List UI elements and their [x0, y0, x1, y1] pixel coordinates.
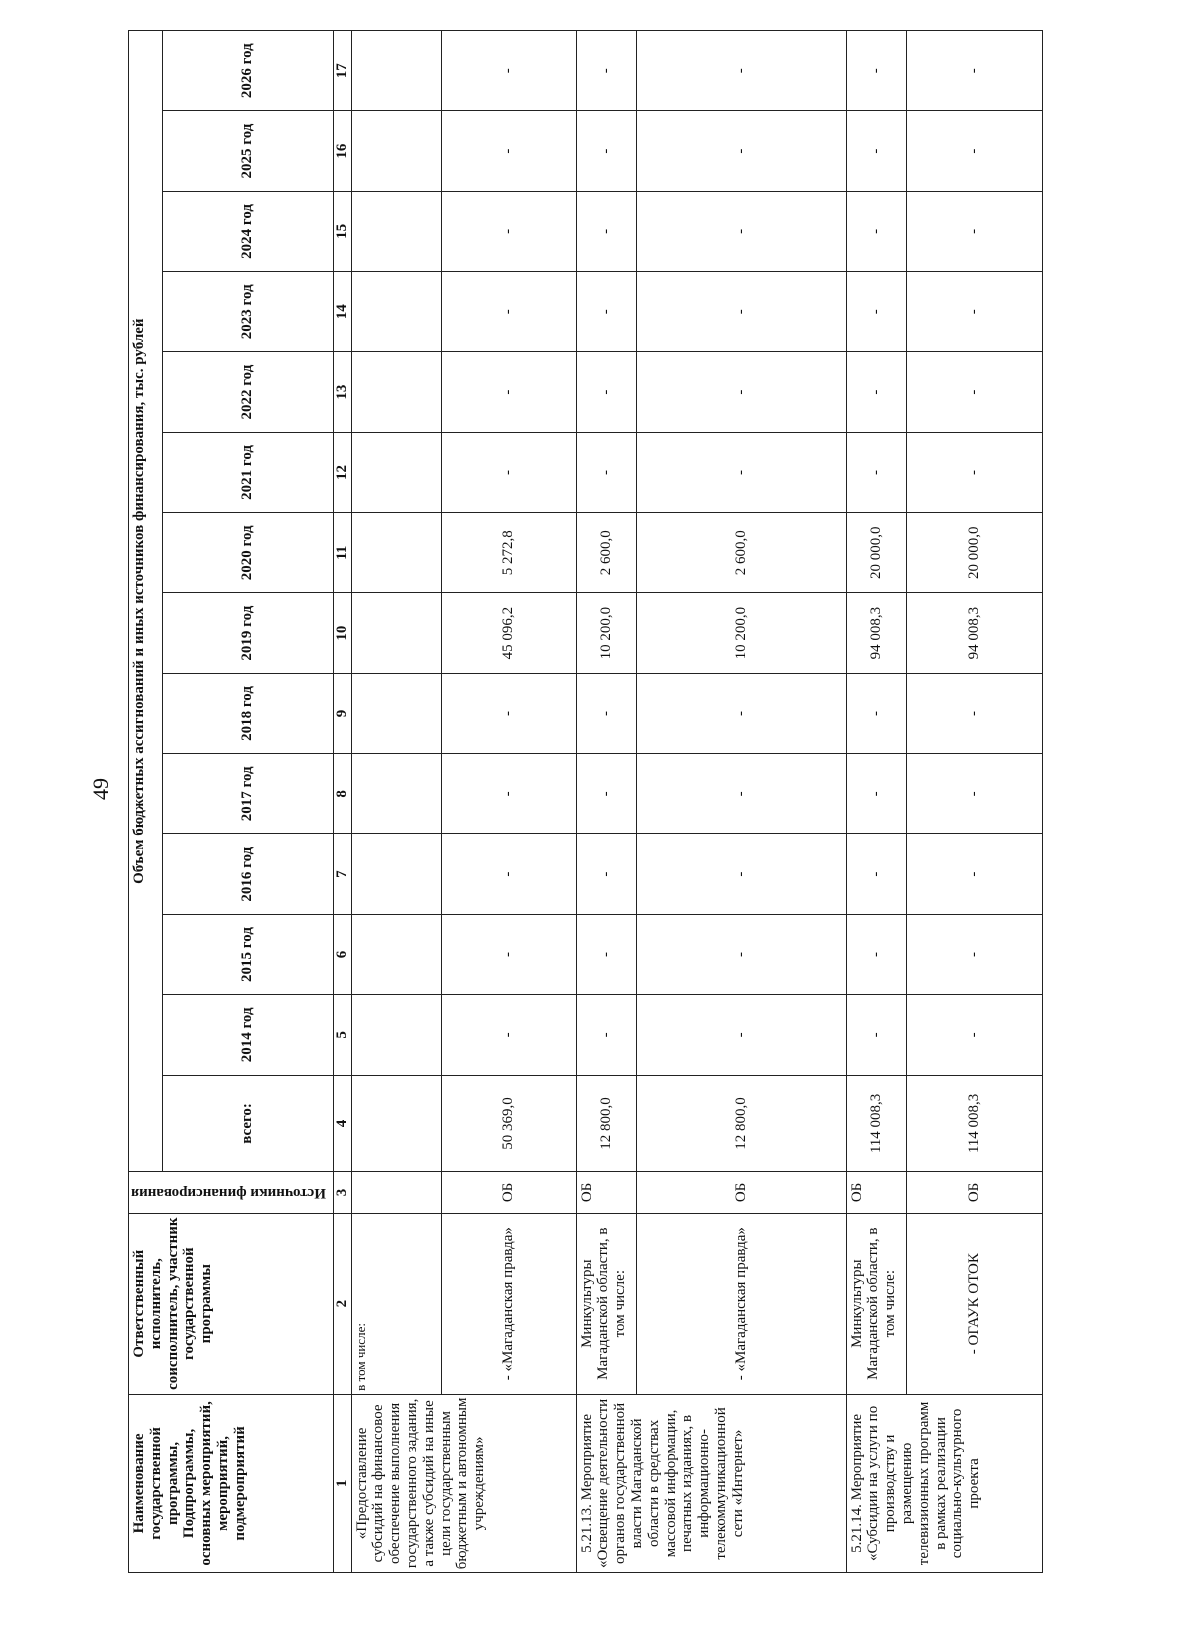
- value-year: -: [636, 754, 846, 834]
- column-number: 17: [333, 31, 351, 111]
- row-1-sub-b: [441, 31, 576, 1573]
- value-year: -: [441, 191, 576, 271]
- header-year: 2014 год: [162, 995, 333, 1075]
- value-year: -: [846, 191, 906, 271]
- header-year: 2020 год: [162, 513, 333, 593]
- value-year: -: [846, 352, 906, 432]
- row-3-exec-a: Минкультуры Магаданской области, в том числе:: [846, 1213, 906, 1394]
- value-year: -: [441, 834, 576, 914]
- value-year: 2 600,0: [576, 513, 636, 593]
- value-year: -: [636, 352, 846, 432]
- row-3-name: 5.21.14. Мероприятие «Субсидии на услуги по производству и размещению телевизионных программ в рамках реализации социально-культурного проекта: [846, 1394, 1042, 1572]
- header-year: 2015 год: [162, 914, 333, 994]
- header-source: [129, 1172, 334, 1213]
- column-numbers-row: [333, 31, 351, 1573]
- row-1-exec-a: в том числе:: [351, 1213, 441, 1394]
- rotated-page: [128, 30, 1021, 1573]
- row-3-sub-b: [906, 31, 1042, 1573]
- column-number: 12: [333, 432, 351, 512]
- value-year: -: [636, 834, 846, 914]
- value-year: -: [846, 673, 906, 753]
- value-year: -: [636, 31, 846, 111]
- header-year: 2021 год: [162, 432, 333, 512]
- value-year: -: [846, 995, 906, 1075]
- header-year: 2017 год: [162, 754, 333, 834]
- row-2-sub-a: [576, 31, 636, 1573]
- header-name: Наименование государственной программы, Подпрограммы, основных мероприятий, мероприятий, подмероприятий: [129, 1394, 334, 1572]
- value-year: -: [906, 111, 1042, 191]
- value-total: 114 008,3: [906, 1075, 1042, 1172]
- value-year: -: [576, 272, 636, 352]
- value-year: -: [906, 432, 1042, 512]
- header-year: 2019 год: [162, 593, 333, 673]
- value-year: -: [846, 31, 906, 111]
- value-year: 45 096,2: [441, 593, 576, 673]
- row-1-name: «Предоставление субсидий на финансовое обеспечение выполнения государственного задания, а также субсидий на иные цели государственным бюджетным и автономным учреждениям»: [351, 1394, 576, 1572]
- value-year: -: [441, 272, 576, 352]
- value-year: 94 008,3: [846, 593, 906, 673]
- column-number: 7: [333, 834, 351, 914]
- value-year: -: [441, 31, 576, 111]
- value-year: 10 200,0: [576, 593, 636, 673]
- value-year: -: [846, 914, 906, 994]
- row-2-source-b: ОБ: [636, 1172, 846, 1213]
- column-number: 3: [333, 1172, 351, 1213]
- value-year: 94 008,3: [906, 593, 1042, 673]
- value-year: -: [441, 111, 576, 191]
- value-year: -: [441, 754, 576, 834]
- value-year: -: [906, 754, 1042, 834]
- value-year: -: [576, 31, 636, 111]
- value-year: -: [576, 914, 636, 994]
- column-number: 5: [333, 995, 351, 1075]
- header-executor: Ответственный исполнитель, соисполнитель, участник государственной программы: [129, 1213, 334, 1394]
- value-total: 114 008,3: [846, 1075, 906, 1172]
- value-year: -: [441, 432, 576, 512]
- value-year: 2 600,0: [636, 513, 846, 593]
- value-year: -: [576, 754, 636, 834]
- header-year: 2022 год: [162, 352, 333, 432]
- column-number: 16: [333, 111, 351, 191]
- column-number: 11: [333, 513, 351, 593]
- row-2-name: 5.21.13. Мероприятие «Освещение деятельности органов государственной власти Магаданской области в средствах массовой информации, печатных изданиях, в информационно-телекоммуникационной сети «Интернет»: [576, 1394, 846, 1572]
- column-number: 6: [333, 914, 351, 994]
- value-year: -: [636, 111, 846, 191]
- column-number: 1: [333, 1394, 351, 1572]
- column-number: 2: [333, 1213, 351, 1394]
- row-2-exec-b: - «Магаданская правда»: [636, 1213, 846, 1394]
- row-3-sub-a: [846, 31, 906, 1573]
- value-year: -: [441, 352, 576, 432]
- row-3-exec-b: - ОГАУК ОТОК: [906, 1213, 1042, 1394]
- value-year: 20 000,0: [906, 513, 1042, 593]
- page-number: 49: [88, 778, 113, 800]
- value-year: -: [906, 673, 1042, 753]
- row-1-exec-b: - «Магаданская правда»: [441, 1213, 576, 1394]
- value-year: -: [906, 995, 1042, 1075]
- row-3-source-a: ОБ: [846, 1172, 906, 1213]
- value-year: -: [846, 432, 906, 512]
- column-number: 4: [333, 1075, 351, 1172]
- column-number: 13: [333, 352, 351, 432]
- column-number: 9: [333, 673, 351, 753]
- value-year: -: [576, 352, 636, 432]
- value-year: -: [636, 995, 846, 1075]
- value-year: -: [846, 754, 906, 834]
- value-year: 20 000,0: [846, 513, 906, 593]
- value-year: -: [846, 111, 906, 191]
- value-year: -: [441, 995, 576, 1075]
- value-year: 10 200,0: [636, 593, 846, 673]
- row-1-sub-a: [351, 31, 441, 1573]
- value-year: -: [906, 191, 1042, 271]
- row-2-source-a: ОБ: [576, 1172, 636, 1213]
- value-year: -: [906, 31, 1042, 111]
- value-year: -: [576, 111, 636, 191]
- header-year: 2018 год: [162, 673, 333, 753]
- value-year: -: [441, 914, 576, 994]
- row-1-source: ОБ: [441, 1172, 576, 1213]
- value-year: -: [576, 673, 636, 753]
- value-year: -: [636, 914, 846, 994]
- row-3-source-b: ОБ: [906, 1172, 1042, 1213]
- row-2-sub-b: [636, 31, 846, 1573]
- financing-table: [128, 30, 1043, 1573]
- value-total: 50 369,0: [441, 1075, 576, 1172]
- header-year: 2026 год: [162, 31, 333, 111]
- column-number: 15: [333, 191, 351, 271]
- header-total: всего:: [162, 1075, 333, 1172]
- value-year: -: [906, 834, 1042, 914]
- value-year: 5 272,8: [441, 513, 576, 593]
- value-year: -: [441, 673, 576, 753]
- value-total: 12 800,0: [576, 1075, 636, 1172]
- value-year: -: [846, 834, 906, 914]
- header-source-label: Источники финансирования: [131, 1184, 326, 1201]
- value-year: -: [636, 272, 846, 352]
- value-year: -: [576, 834, 636, 914]
- value-year: -: [906, 914, 1042, 994]
- value-year: -: [636, 673, 846, 753]
- column-number: 8: [333, 754, 351, 834]
- header-year: 2016 год: [162, 834, 333, 914]
- value-total: 12 800,0: [636, 1075, 846, 1172]
- column-number: 10: [333, 593, 351, 673]
- header-year: 2024 год: [162, 191, 333, 271]
- value-year: -: [636, 191, 846, 271]
- value-year: -: [576, 432, 636, 512]
- value-year: -: [906, 352, 1042, 432]
- column-number: 14: [333, 272, 351, 352]
- value-year: -: [576, 191, 636, 271]
- row-2-exec-a: Минкультуры Магаданской области, в том числе:: [576, 1213, 636, 1394]
- header-year: 2023 год: [162, 272, 333, 352]
- value-year: -: [846, 272, 906, 352]
- value-year: -: [576, 995, 636, 1075]
- header-year: 2025 год: [162, 111, 333, 191]
- value-year: -: [636, 432, 846, 512]
- value-year: -: [906, 272, 1042, 352]
- header-group: Объем бюджетных ассигнований и иных источников финансирования, тыс. рублей: [129, 31, 163, 1172]
